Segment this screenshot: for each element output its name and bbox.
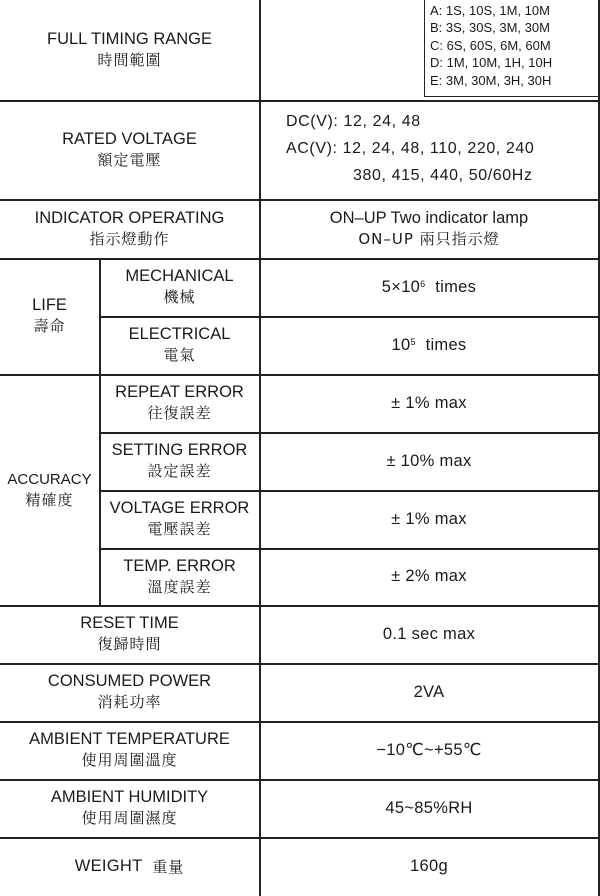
label-en: SETTING ERROR <box>111 441 248 459</box>
label-en: TEMP. ERROR <box>123 556 236 575</box>
dc-prefix: DC(V): <box>286 113 339 130</box>
reset-time-label <box>0 605 259 663</box>
label-cn: 往復誤差 <box>147 404 212 422</box>
timing-option: C: 6S, 60S, 6M, 60M <box>430 37 551 53</box>
ambient-temperature-value: −10℃~+55℃ <box>376 741 482 759</box>
repeat-error-value: ± 1% max <box>391 393 467 412</box>
ac-line <box>286 135 596 162</box>
ambient-humidity-label <box>0 779 259 837</box>
voltage-error-value: ± 1% max <box>391 509 467 528</box>
setting-error-label <box>100 432 259 490</box>
temp-error-label <box>100 548 259 605</box>
mantissa: 5×10 <box>381 277 421 296</box>
ac-values: 12, 24, 48, 110, 220, 240 <box>342 140 535 157</box>
label-cn: 時間範圍 <box>97 51 162 69</box>
label-en: RATED VOLTAGE <box>62 129 197 148</box>
label-en: MECHANICAL <box>125 267 234 285</box>
label-cn: 電氣 <box>163 346 196 364</box>
exponent: 5 <box>410 337 416 347</box>
label-en: LIFE <box>32 296 67 314</box>
reset-time-value: 0.1 sec max <box>382 624 476 643</box>
ac-line-2: 380, 415, 440, 50/60Hz <box>353 167 533 184</box>
value-en: ON–UP Two indicator lamp <box>329 208 529 227</box>
life-mechanical-value <box>260 258 598 316</box>
timing-option: B: 3S, 30S, 3M, 30M <box>430 20 550 36</box>
label-cn: 精確度 <box>25 490 74 509</box>
label-cn: 溫度誤差 <box>147 577 212 596</box>
label-cn: 使用周圍溫度 <box>81 751 178 769</box>
label-cn: 壽命 <box>33 317 66 335</box>
full-timing-range-label <box>0 0 259 100</box>
divider-right-edge <box>598 0 600 896</box>
timing-option: E: 3M, 30M, 3H, 30H <box>430 72 552 88</box>
label-cn: 使用周圍濕度 <box>81 809 178 827</box>
label-cn: 電壓誤差 <box>147 520 212 538</box>
life-mechanical-label <box>100 258 259 316</box>
weight-label <box>0 837 259 896</box>
label-cn: 復歸時間 <box>97 635 162 653</box>
consumed-power-label <box>0 663 259 721</box>
life-electrical-label <box>100 316 259 374</box>
setting-error-value: ± 10% max <box>386 451 472 470</box>
label-en: WEIGHT <box>74 857 143 875</box>
life-label <box>0 258 99 374</box>
rated-voltage-label <box>0 100 259 199</box>
label-en: REPEAT ERROR <box>115 383 244 401</box>
exponent: 6 <box>420 279 426 289</box>
label-en: ACCURACY <box>7 470 92 488</box>
dc-line <box>286 108 596 135</box>
label-cn: 機械 <box>163 288 196 306</box>
label-en: AMBIENT HUMIDITY <box>50 788 209 806</box>
repeat-error-label <box>100 374 259 432</box>
weight-value: 160g <box>410 857 448 875</box>
rated-voltage-values <box>286 108 596 189</box>
temp-error-value: ± 2% max <box>391 567 467 585</box>
timing-option: D: 1M, 10M, 1H, 10H <box>430 55 553 71</box>
label-en: ELECTRICAL <box>128 325 231 343</box>
label-cn: 額定電壓 <box>97 150 162 169</box>
label-cn: 指示燈動作 <box>89 229 170 248</box>
ambient-humidity-value: 45~85%RH <box>385 798 473 817</box>
voltage-error-label <box>100 490 259 548</box>
label-en: CONSUMED POWER <box>47 672 212 690</box>
mantissa: 10 <box>391 335 411 354</box>
ac-prefix: AC(V): <box>286 140 338 157</box>
label-cn: 重量 <box>152 858 185 876</box>
timing-range-options <box>424 0 598 97</box>
label-en: AMBIENT TEMPERATURE <box>29 730 230 748</box>
unit: times <box>435 277 477 296</box>
label-en: VOLTAGE ERROR <box>109 499 250 517</box>
label-en: FULL TIMING RANGE <box>46 30 213 48</box>
label-en: INDICATOR OPERATING <box>34 208 225 227</box>
timing-option: A: 1S, 10S, 1M, 10M <box>430 3 550 18</box>
accuracy-label <box>0 374 99 605</box>
life-electrical-value <box>260 316 598 374</box>
label-cn: 設定誤差 <box>147 462 212 480</box>
value-cn: ON–UP 兩只指示燈 <box>358 229 500 248</box>
indicator-operating-value <box>260 199 598 258</box>
dc-values: 12, 24, 48 <box>343 113 421 130</box>
consumed-power-value: 2VA <box>413 682 445 701</box>
label-cn: 消耗功率 <box>97 693 162 711</box>
indicator-operating-label <box>0 199 259 258</box>
unit: times <box>425 335 467 354</box>
ambient-temperature-label <box>0 721 259 779</box>
label-en: RESET TIME <box>80 614 179 632</box>
